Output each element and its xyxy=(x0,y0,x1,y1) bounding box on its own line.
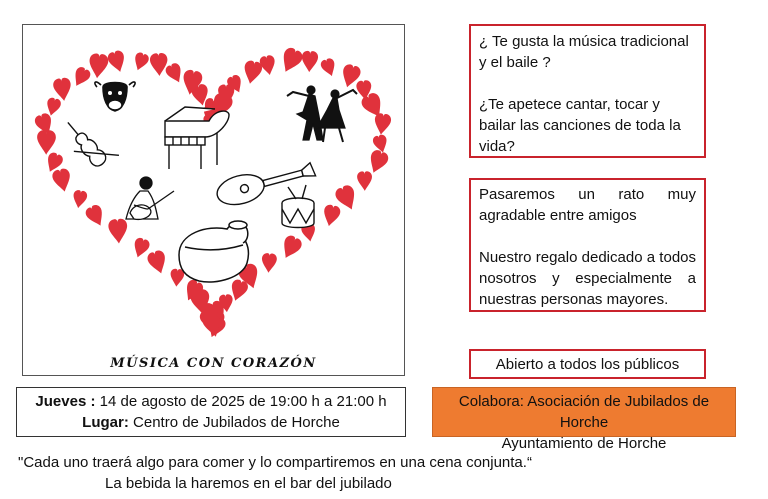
question-traditional-music: ¿ Te gusta la música tradicional y el baile ? xyxy=(479,33,689,71)
heart-icon xyxy=(108,218,128,244)
cow-head-icon xyxy=(95,82,135,111)
open-to-all-box xyxy=(469,349,706,379)
event-date-value: 14 de agosto de 2025 de 19:00 h a 21:00 h xyxy=(99,393,387,410)
invitation-box xyxy=(469,178,706,312)
heart-icon xyxy=(301,51,318,73)
heart-icon xyxy=(169,268,184,287)
event-details-box xyxy=(16,387,406,437)
footer-line-1: "Cada uno traerá algo para comer y lo compartiremos en una cena conjunta.“ xyxy=(18,454,532,471)
event-date-line xyxy=(17,391,405,412)
heart-icon xyxy=(259,54,277,76)
heart-icon xyxy=(70,65,92,89)
heart-icon xyxy=(278,234,304,262)
heart-icon xyxy=(319,57,338,78)
heart-icon xyxy=(164,62,186,86)
clay-pot-icon xyxy=(179,221,248,282)
heart-icon xyxy=(84,203,108,229)
music-question-box xyxy=(469,24,706,158)
collaborator-association: Colabora: Asociación de Jubilados de Horche xyxy=(458,393,710,431)
heart-icon xyxy=(71,189,87,209)
heart-icon xyxy=(88,53,109,79)
heart-icon xyxy=(146,249,170,276)
heart-icon xyxy=(51,167,73,193)
heart-icon xyxy=(52,77,72,102)
heart-icon xyxy=(321,204,342,228)
heart-icon xyxy=(277,46,305,76)
heart-icon xyxy=(37,130,56,155)
event-place-value: Centro de Jubilados de Horche xyxy=(133,414,340,431)
heart-icon xyxy=(150,53,169,77)
invitation-text-2: Nuestro regalo dedicado a todos nosotros y especialmente a nuestras personas mayores. xyxy=(479,249,696,308)
heart-icon xyxy=(261,253,277,274)
question-sing-play-dance: ¿Te apetece cantar, tocar y bailar las canciones de toda la vida? xyxy=(479,96,681,155)
event-date-label: Jueves : xyxy=(35,393,96,410)
heart-of-hearts-illustration xyxy=(23,25,406,377)
drum-icon xyxy=(282,185,314,228)
collaborator-town-hall: Ayuntamiento de Horche xyxy=(501,435,667,452)
dancers-icon xyxy=(287,86,357,142)
event-place-line xyxy=(17,412,405,433)
violin-icon xyxy=(57,111,119,176)
heart-icon xyxy=(131,51,150,72)
heart-icon xyxy=(357,171,372,191)
heart-icon xyxy=(373,113,392,136)
heart-icon xyxy=(106,49,128,74)
open-to-all-text: Abierto a todos los públicos xyxy=(495,356,680,373)
collaborators-box xyxy=(432,387,736,452)
invitation-text-1: Pasaremos un rato muy agradable entre amigos xyxy=(479,186,696,224)
heart-icon xyxy=(241,59,263,85)
event-place-label: Lugar: xyxy=(82,414,129,431)
footer-note xyxy=(18,452,738,494)
guitar-player-icon xyxy=(126,177,174,219)
poster-illustration xyxy=(22,24,405,376)
footer-line-2: La bebida la haremos en el bar del jubilado xyxy=(105,475,392,492)
poster-art-title: MÚSICA CON CORAZÓN xyxy=(110,356,317,371)
grand-piano-icon xyxy=(165,107,229,169)
